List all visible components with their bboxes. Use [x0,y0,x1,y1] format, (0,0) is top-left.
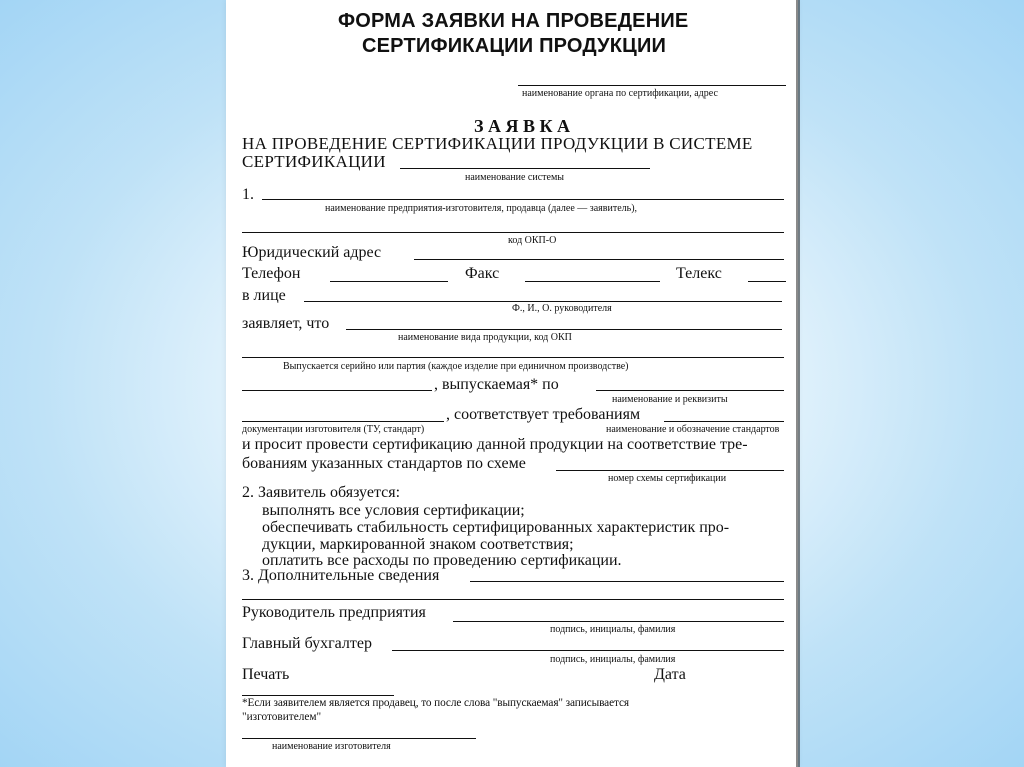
director-label: Руководитель предприятия [242,604,426,621]
caption-name-requisites: наименование и реквизиты [612,394,728,405]
item-1-number: 1. [242,186,254,203]
caption-manufacturer-name: наименование изготовителя [272,741,391,752]
caption-manufacturer-docs: документации изготовителя (ТУ, стандарт) [242,424,425,435]
serial-or-batch-field [242,357,784,358]
obligation-4: оплатить все расходы по проведению сертификации. [262,552,622,569]
enterprise-name-field [262,199,784,200]
request-text-line2: бованиям указанных стандартов по схеме [242,455,526,472]
caption-certification-body: наименование органа по сертификации, адрес [522,88,718,99]
obligation-2: обеспечивать стабильность сертифицированных характеристик про- [262,519,730,536]
system-name-field [400,168,650,169]
additional-info-field-2 [242,599,784,600]
footnote-separator [242,695,394,696]
obligations-heading: 2. Заявитель обязуется: [242,484,401,501]
complies-label: , соответствует требованиям [446,406,641,423]
additional-info-label: 3. Дополнительные сведения [242,567,440,584]
caption-system-name: наименование системы [465,172,565,183]
caption-standards: наименование и обозначение стандартов [606,424,780,435]
caption-okpo: код ОКП-О [508,235,557,246]
standards-field [664,421,784,422]
footnote-line1: *Если заявителем является продавец, то после слова "выпускаемая" записывается [242,697,629,709]
phone-field [330,281,448,282]
legal-address-field [414,259,784,260]
manufacturer-docs-field [242,421,444,422]
product-type-field [346,329,782,330]
head-name-field [304,301,782,302]
date-label: Дата [654,666,686,683]
fax-field [525,281,660,282]
caption-director-signature: подпись, инициалы, фамилия [550,624,676,635]
fax-label: Факс [465,265,500,282]
additional-info-field [470,581,784,582]
accountant-label: Главный бухгалтер [242,635,372,652]
in-person-label: в лице [242,287,286,304]
name-requisites-field [596,390,784,391]
director-signature-field [453,621,784,622]
caption-scheme-number: номер схемы сертификации [608,473,727,484]
caption-serial-batch: Выпускается серийно или партия (каждое изделие при единичном производстве) [283,361,629,372]
legal-address-label: Юридический адрес [242,244,382,261]
request-text-line1: и просит провести сертификацию данной продукции на соответствие тре- [242,436,748,453]
form-title-line2: СЕРТИФИКАЦИИ ПРОДУКЦИИ [362,35,667,57]
caption-head-name: Ф., И., О. руководителя [512,303,612,314]
accountant-signature-field [392,650,784,651]
certification-body-field [518,85,786,86]
telex-label: Телекс [676,265,722,282]
heading-line1: НА ПРОВЕДЕНИЕ СЕРТИФИКАЦИИ ПРОДУКЦИИ В СИСТЕМЕ [242,134,753,153]
telex-field [748,281,786,282]
issued-by-label: , выпускаемая* по [434,376,559,393]
footnote-line2: "изготовителем" [242,711,322,723]
scheme-number-field [556,470,784,471]
zayavka-heading: З А Я В К А [474,116,571,136]
stamp-label: Печать [242,666,290,683]
caption-enterprise: наименование предприятия-изготовителя, продавца (далее — заявитель), [325,203,638,214]
manufacturer-name-field [242,738,476,739]
heading-line2: СЕРТИФИКАЦИИ [242,152,386,171]
phone-label: Телефон [242,265,301,282]
form-title-line1: ФОРМА ЗАЯВКИ НА ПРОВЕДЕНИЕ [338,10,689,32]
okpo-field [242,232,784,233]
issued-blank-field [242,390,432,391]
declares-label: заявляет, что [242,315,330,332]
obligation-1: выполнять все условия сертификации; [262,502,525,519]
caption-product-type: наименование вида продукции, код ОКП [398,332,572,343]
obligation-3: дукции, маркированной знаком соответствия; [262,536,574,553]
caption-accountant-signature: подпись, инициалы, фамилия [550,654,676,665]
